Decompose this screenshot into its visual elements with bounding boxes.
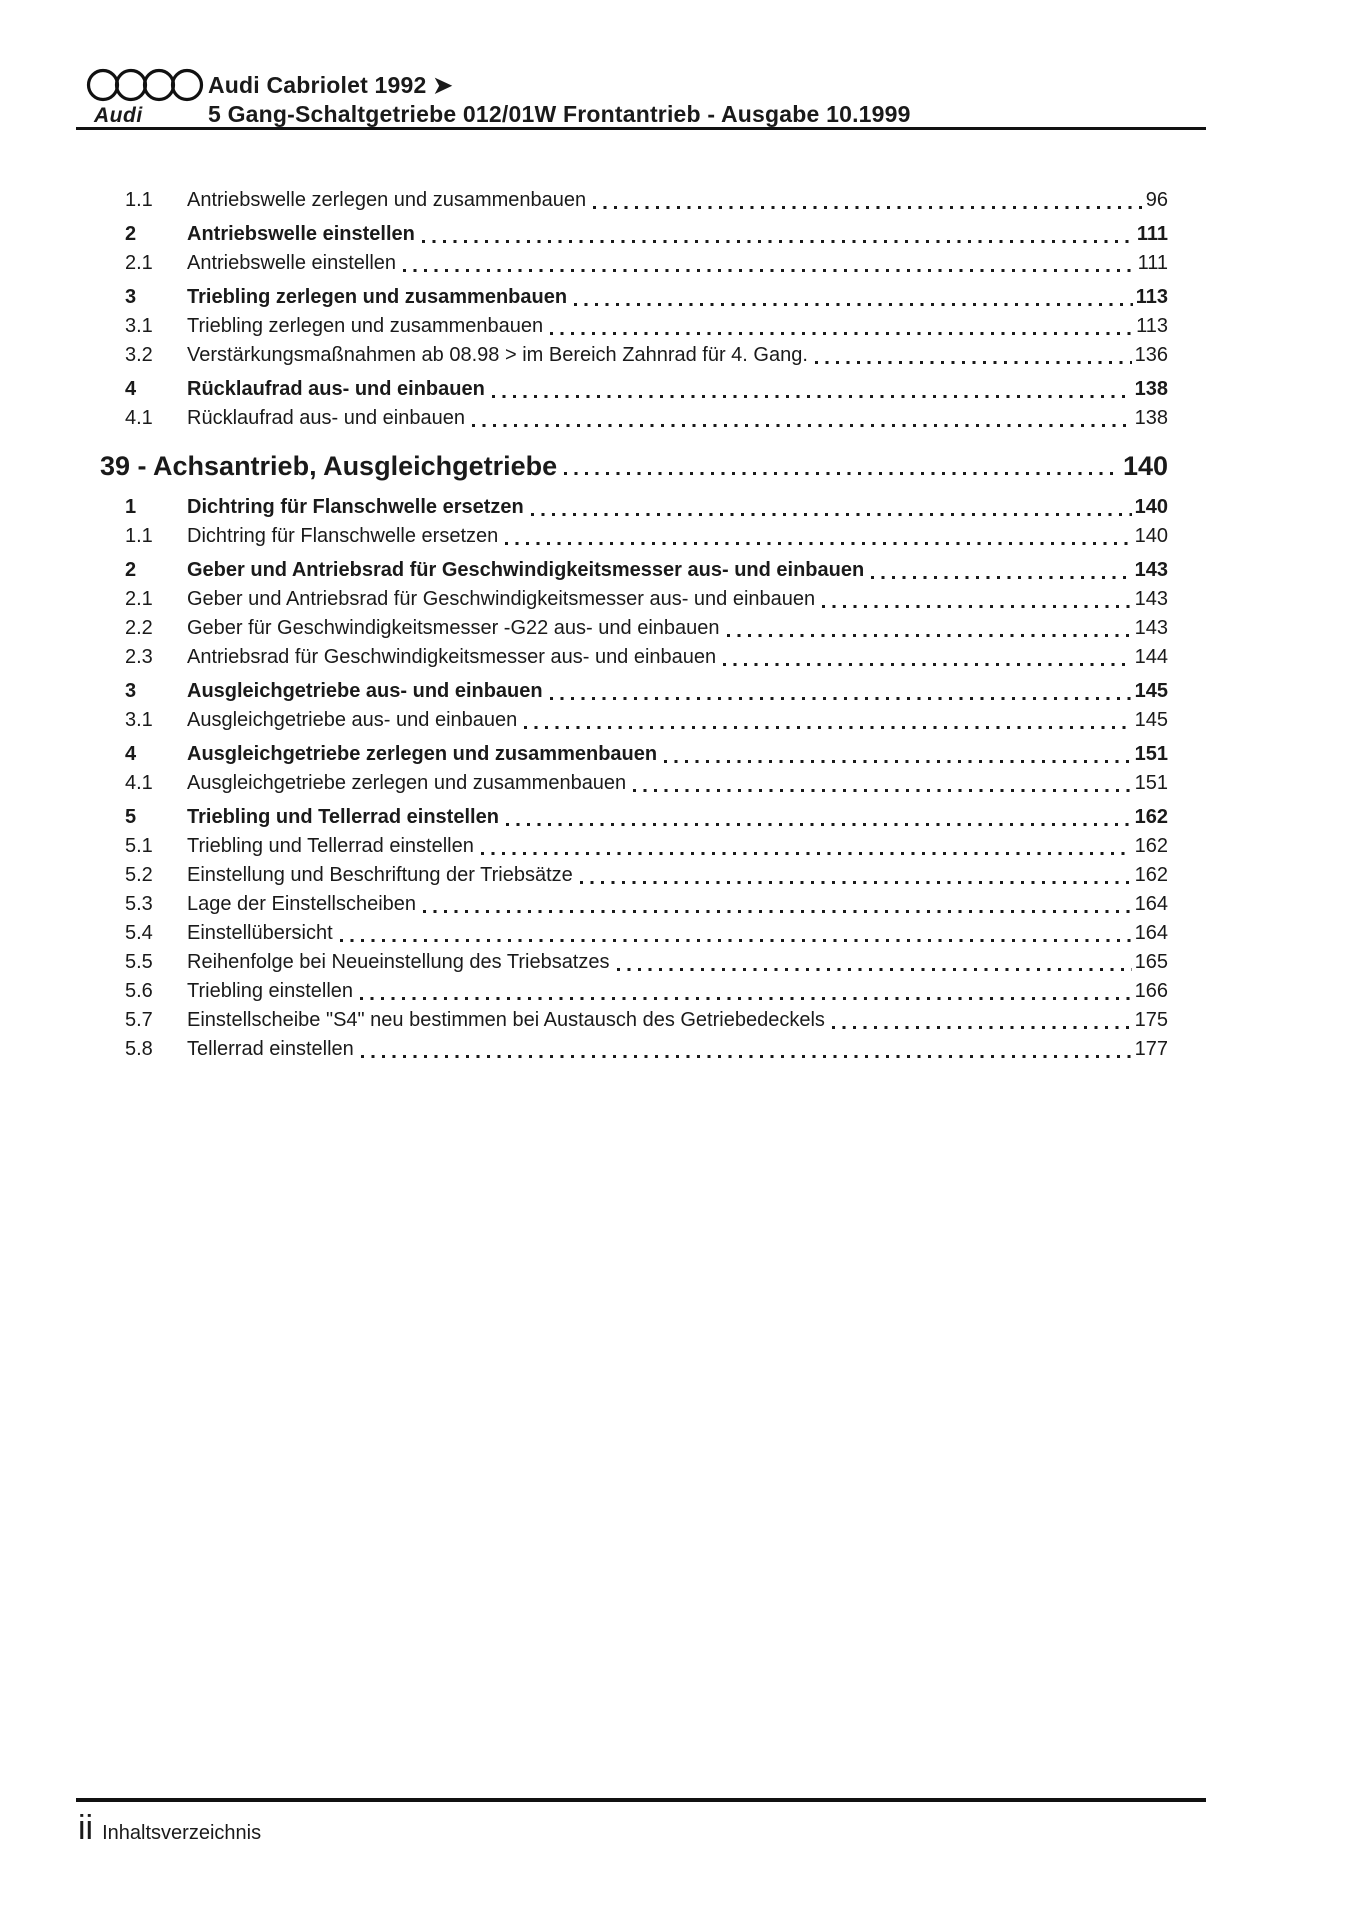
toc-entry-number: 4 <box>125 743 137 765</box>
toc-entry-title: Geber für Geschwindigkeitsmesser -G22 aus- und einbauen <box>187 617 720 639</box>
toc-entry-number: 3 <box>125 286 137 308</box>
toc-entry <box>100 677 1168 706</box>
toc-entry <box>100 1006 1168 1035</box>
toc-entry <box>100 977 1168 1006</box>
toc-entry-page-number: 113 <box>1136 315 1168 337</box>
toc-entry-title: Ausgleichgetriebe aus- und einbauen <box>187 680 543 702</box>
dot-leader <box>664 760 1132 763</box>
toc-entry-title: Dichtring für Flanschwelle ersetzen <box>187 496 524 518</box>
dot-leader <box>815 361 1132 364</box>
dot-leader <box>727 634 1132 637</box>
toc-entry-title: Tellerrad einstellen <box>187 1038 354 1060</box>
toc-entry <box>100 283 1168 312</box>
toc-entry <box>100 341 1168 370</box>
document-subtitle: 5 Gang-Schaltgetriebe 012/01W Frontantrieb - Ausgabe 10.1999 <box>208 101 911 127</box>
toc-entry-title: Triebling einstellen <box>187 980 354 1002</box>
toc-entry <box>100 249 1168 278</box>
toc-entry-title: Triebling zerlegen und zusammenbauen <box>187 315 544 337</box>
toc-entry <box>100 706 1168 735</box>
header-line-1 <box>86 70 1237 100</box>
toc-entry-page-number: 113 <box>1135 286 1168 308</box>
dot-leader <box>617 968 1132 971</box>
toc-entry-number: 2.1 <box>125 252 153 274</box>
toc-entry-page-number: 136 <box>1134 344 1168 366</box>
toc-entry-title: Triebling und Tellerrad einstellen <box>187 835 474 857</box>
dot-leader <box>505 542 1131 545</box>
toc-entry-page-number: 166 <box>1134 980 1168 1002</box>
audi-rings-icon <box>86 68 208 102</box>
dot-leader <box>492 395 1132 398</box>
dot-leader <box>723 663 1131 666</box>
dot-leader <box>422 240 1134 243</box>
toc-entry <box>100 375 1168 404</box>
toc-entry-number: 2.3 <box>125 646 153 668</box>
toc-entry-number: 5.3 <box>125 893 153 915</box>
toc-entry-title: Triebling und Tellerrad einstellen <box>187 806 499 828</box>
toc-entry-number: 5.8 <box>125 1038 153 1060</box>
toc-entry-title: Rücklaufrad aus- und einbauen <box>187 407 465 429</box>
toc-entry-number: 2.1 <box>125 588 153 610</box>
toc-entry <box>100 585 1168 614</box>
toc-entry-number: 3.2 <box>125 344 153 366</box>
toc-entry-page-number: 143 <box>1134 559 1168 581</box>
toc-entry-number: 3.1 <box>125 709 153 731</box>
dot-leader <box>531 513 1132 516</box>
toc-entry <box>100 1035 1168 1064</box>
dot-leader <box>506 823 1132 826</box>
toc-entry-page-number: 140 <box>1122 451 1168 481</box>
toc-entry-page-number: 164 <box>1134 922 1168 944</box>
toc-entry-title: Triebling zerlegen und zusammenbauen <box>187 286 568 308</box>
toc-entry-title: Geber und Antriebsrad für Geschwindigkeitsmesser aus- und einbauen <box>187 559 865 581</box>
toc-entry-page-number: 175 <box>1134 1009 1168 1031</box>
toc-entry <box>100 614 1168 643</box>
toc-entry-number: 5.2 <box>125 864 153 886</box>
toc-entry-page-number: 143 <box>1134 617 1168 639</box>
page-header <box>86 70 1237 128</box>
document-model-title: Audi Cabriolet 1992 ➤ <box>208 71 453 98</box>
toc-entry-number: 3 <box>125 680 137 702</box>
toc-entry <box>100 186 1168 215</box>
dot-leader <box>550 697 1132 700</box>
toc-entry-page-number: 162 <box>1134 835 1168 857</box>
toc-entry-number: 5 <box>125 806 137 828</box>
toc-entry <box>100 220 1168 249</box>
toc-entry-number: 2.2 <box>125 617 153 639</box>
toc-entry-page-number: 138 <box>1134 378 1168 400</box>
toc-entry-title: Dichtring für Flanschwelle ersetzen <box>187 525 499 547</box>
toc-entry-title: Antriebswelle einstellen <box>187 252 397 274</box>
toc-entry-number: 3.1 <box>125 315 153 337</box>
toc-entry <box>100 449 1168 483</box>
dot-leader <box>564 472 1120 475</box>
toc-entry <box>100 522 1168 551</box>
toc-entry-title: Geber und Antriebsrad für Geschwindigkeitsmesser aus- und einbauen <box>187 588 816 610</box>
toc-entry-page-number: 96 <box>1145 189 1168 211</box>
dot-leader <box>472 424 1132 427</box>
toc-entry <box>100 803 1168 832</box>
toc-entry-title: Einstellübersicht <box>187 922 333 944</box>
dot-leader <box>361 1055 1132 1058</box>
toc-entry-title: Verstärkungsmaßnahmen ab 08.98 > im Bereich Zahnrad für 4. Gang. <box>187 344 808 366</box>
dot-leader <box>593 206 1143 209</box>
toc-entry-number: 4.1 <box>125 772 153 794</box>
dot-leader <box>871 576 1131 579</box>
toc-entry <box>100 556 1168 585</box>
footer-section-label: Inhaltsverzeichnis <box>102 1822 262 1844</box>
toc-entry-number: 5.5 <box>125 951 153 973</box>
dot-leader <box>574 303 1133 306</box>
toc-entry-page-number: 145 <box>1134 680 1168 702</box>
toc-entry-page-number: 151 <box>1134 772 1168 794</box>
dot-leader <box>822 605 1131 608</box>
toc-entry <box>100 312 1168 341</box>
dot-leader <box>340 939 1132 942</box>
header-rule <box>76 127 1206 130</box>
toc-entry-number: 1.1 <box>125 525 153 547</box>
toc-entry <box>100 740 1168 769</box>
toc-entry-number: 4 <box>125 378 137 400</box>
toc-entry-number: 5.4 <box>125 922 153 944</box>
toc-entry-number: 5.7 <box>125 1009 153 1031</box>
toc-entry-title: Ausgleichgetriebe zerlegen und zusammenbauen <box>187 743 658 765</box>
toc-entry-title: Einstellung und Beschriftung der Triebsätze <box>187 864 573 886</box>
toc-entry-title: Antriebswelle zerlegen und zusammenbauen <box>187 189 587 211</box>
toc-entry-number: 1 <box>125 496 137 518</box>
toc-entry <box>100 919 1168 948</box>
toc-entry-title: Ausgleichgetriebe aus- und einbauen <box>187 709 518 731</box>
header-line-2 <box>86 101 1237 128</box>
dot-leader <box>580 881 1132 884</box>
audi-wordmark: Audi <box>94 104 143 127</box>
toc-entry-page-number: 111 <box>1136 223 1168 245</box>
dot-leader <box>524 726 1131 729</box>
dot-leader <box>633 789 1131 792</box>
toc-entry-page-number: 151 <box>1134 743 1168 765</box>
toc-entry-page-number: 177 <box>1134 1038 1168 1060</box>
toc-entry <box>100 890 1168 919</box>
toc-entry-page-number: 162 <box>1134 864 1168 886</box>
dot-leader <box>423 910 1132 913</box>
toc-entry-title: Reihenfolge bei Neueinstellung des Triebsatzes <box>187 951 610 973</box>
toc-entry <box>100 948 1168 977</box>
toc-entry <box>100 769 1168 798</box>
toc-entry <box>100 643 1168 672</box>
toc-entry <box>100 832 1168 861</box>
page-footer <box>78 1808 261 1848</box>
toc-entry-title: Einstellscheibe "S4" neu bestimmen bei Austausch des Getriebedeckels <box>187 1009 825 1031</box>
toc-entry <box>100 404 1168 433</box>
toc-entry-number: 2 <box>125 559 137 581</box>
toc-entry-title: Ausgleichgetriebe zerlegen und zusammenbauen <box>187 772 627 794</box>
toc-entry-page-number: 138 <box>1134 407 1168 429</box>
toc-entry-number: 5.6 <box>125 980 153 1002</box>
toc-entry-number: 1.1 <box>125 189 153 211</box>
footer-page-number: ii <box>78 1809 94 1847</box>
footer-rule <box>76 1798 1206 1802</box>
toc-entry-number: 2 <box>125 223 137 245</box>
toc-entry <box>100 493 1168 522</box>
toc-entry-page-number: 140 <box>1134 525 1168 547</box>
toc-entry-page-number: 164 <box>1134 893 1168 915</box>
dot-leader <box>550 332 1133 335</box>
table-of-contents <box>100 186 1168 1064</box>
toc-entry-number: 4.1 <box>125 407 153 429</box>
dot-leader <box>832 1026 1132 1029</box>
toc-entry-page-number: 111 <box>1137 252 1168 274</box>
toc-entry-title: Antriebsrad für Geschwindigkeitsmesser aus- und einbauen <box>187 646 717 668</box>
toc-entry-page-number: 145 <box>1134 709 1168 731</box>
toc-entry-title: Antriebswelle einstellen <box>187 223 415 245</box>
dot-leader <box>360 997 1132 1000</box>
toc-entry-page-number: 162 <box>1134 806 1168 828</box>
toc-entry-number: 5.1 <box>125 835 153 857</box>
dot-leader <box>403 269 1135 272</box>
toc-entry-title: Rücklaufrad aus- und einbauen <box>187 378 485 400</box>
dot-leader <box>481 852 1132 855</box>
toc-entry-title: Lage der Einstellscheiben <box>187 893 417 915</box>
toc-entry-page-number: 144 <box>1134 646 1168 668</box>
toc-entry <box>100 861 1168 890</box>
toc-entry-title: 39 - Achsantrieb, Ausgleichgetriebe <box>100 451 558 481</box>
toc-entry-page-number: 143 <box>1134 588 1168 610</box>
toc-entry-page-number: 165 <box>1134 951 1168 973</box>
toc-entry-page-number: 140 <box>1134 496 1168 518</box>
